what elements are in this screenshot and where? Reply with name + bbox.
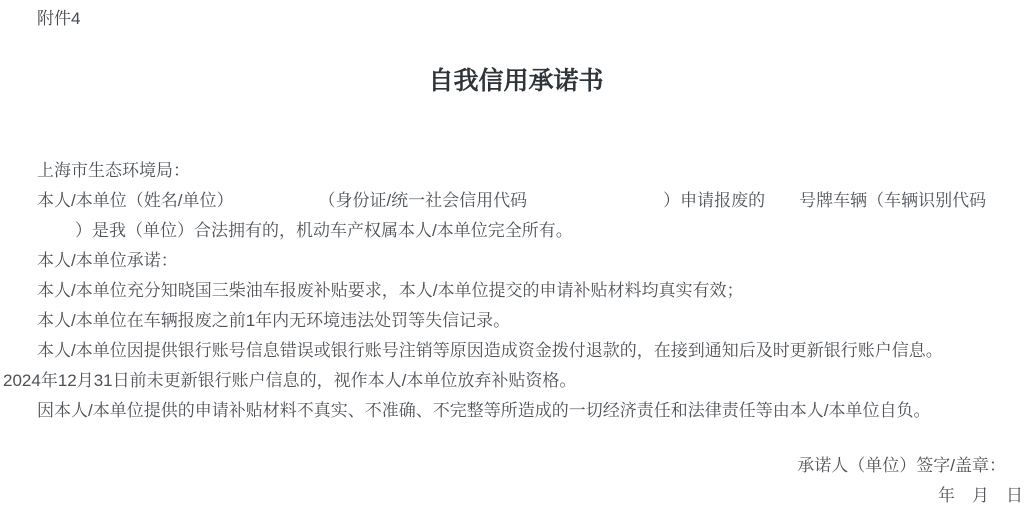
attachment-label: 附件4 — [37, 9, 81, 28]
body-line: 上海市生态环境局： — [37, 161, 190, 180]
body-line: 因本人/本单位提供的申请补贴材料不真实、不准确、不完整等所造成的一切经济责任和法律责任等由本人/本单位自负。 — [37, 401, 931, 420]
document-body — [3, 156, 1029, 426]
signature-label: 承诺人（单位）签字/盖章： — [797, 456, 1006, 475]
body-line: 2024年12月31日前未更新银行账户信息的，视作本人/本单位放弃补贴资格。 — [3, 371, 577, 390]
body-line: ）是我（单位）合法拥有的，机动车产权属本人/本单位完全所有。 — [75, 221, 573, 240]
body-line: 本人/本单位在车辆报废之前1年内无环境违法处罚等失信记录。 — [37, 311, 511, 330]
body-line: 本人/本单位充分知晓国三柴油车报废补贴要求，本人/本单位提交的申请补贴材料均真实有效； — [37, 281, 744, 300]
body-line: 本人/本单位（姓名/单位） （身份证/统一社会信用代码 ）申请报废的 号牌车辆（车辆识别代码 — [37, 191, 987, 210]
date-label: 年 月 日 — [938, 486, 1023, 505]
body-line: 本人/本单位因提供银行账号信息错误或银行账号注销等原因造成资金拨付退款的，在接到通知后及时更新银行账户信息。 — [37, 341, 943, 360]
page-title: 自我信用承诺书 — [428, 67, 604, 95]
body-line: 本人/本单位承诺： — [37, 251, 178, 270]
